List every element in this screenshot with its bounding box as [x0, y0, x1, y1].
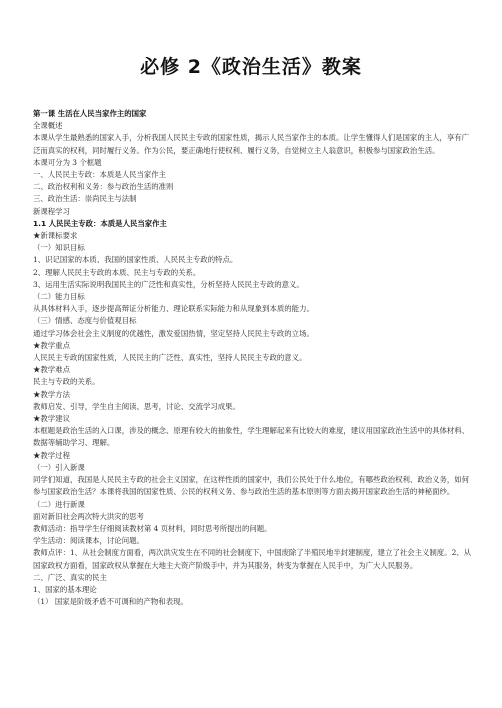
body-paragraph: （一）知识目标 [33, 243, 85, 253]
body-paragraph: 通过学习体会社会主义制度的优越性，激发爱国热情，坚定坚持人民民主专政的立场。 [33, 328, 314, 338]
body-paragraph: （一）引入新课 [33, 462, 85, 472]
body-paragraph: 3、运用生活实际说明我国民主的广泛性和真实性，分析坚持人民民主专政的意义。 [33, 279, 304, 289]
body-paragraph: 同学们知道，我国是人民民主专政的社会主义国家，在这样性质的国家中，我们公民处于什么地位，有哪些政治权利、政治义务，如何参与国家政治生活？本课将我国的国家性质、公民的权利义务、参与政治生活的基本原则等方面去揭开国家政治生活的神秘面纱。 [33, 475, 470, 497]
body-paragraph: 1、国家的基本理论 [33, 584, 97, 594]
body-paragraph: ★教学方法 [33, 389, 70, 399]
body-paragraph: 新课程学习 [33, 206, 70, 216]
document-body [33, 108, 473, 608]
body-paragraph: （1） 国家是阶级矛盾不可调和的产物和表现。 [33, 597, 188, 607]
body-paragraph: ★教学难点 [33, 365, 70, 375]
body-paragraph: 面对新旧社会两次特大洪灾的思考 [33, 511, 144, 521]
body-paragraph: 民主与专政的关系。 [33, 377, 100, 387]
body-paragraph: ★教学过程 [33, 450, 70, 460]
document-title: 必修 2《政治生活》教案 [140, 56, 362, 78]
body-paragraph: 全课概述 [33, 121, 63, 131]
body-paragraph: 教师活动：指导学生仔细阅读教材第 4 页材料，同时思考所提出的问题。 [33, 523, 272, 533]
body-paragraph: 学生活动：阅读课本，讨论问题。 [33, 536, 144, 546]
body-paragraph: 本课从学生最熟悉的国家入手，分析我国人民民主专政的国家性质，揭示人民当家作主的本质。让学生懂得人们是国家的主人，享有广泛而真实的权利，同时履行义务。作为公民，要正确地行使权利、履行义务，自觉树立主人翁意识，积极参与国家政治生活。 [33, 133, 470, 155]
body-paragraph: 本课可分为 3 个框题 [33, 157, 102, 167]
body-paragraph: 一、人民民主专政：本质是人民当家作主 [33, 170, 167, 180]
body-paragraph: 2、理解人民民主专政的本质、民主与专政的关系。 [33, 267, 201, 277]
body-paragraph: 二、政治权利和义务：参与政治生活的准则 [33, 182, 174, 192]
body-paragraph: （二）能力目标 [33, 292, 85, 302]
section-heading: 第一课 生活在人民当家作主的国家 [33, 109, 147, 118]
body-paragraph: （三）情感、态度与价值观目标 [33, 316, 137, 326]
section-heading: 1.1 人民民主专政：本质是人民当家作主 [33, 218, 167, 228]
body-paragraph: 二、广泛、真实的民主 [33, 572, 107, 582]
body-paragraph: 教师启发、引导，学生自主阅读、思考，讨论、交流学习成果。 [33, 401, 240, 411]
body-paragraph: 三、政治生活：崇尚民主与法制 [33, 194, 137, 204]
body-paragraph: 本框题是政治生活的入口课，涉及的概念、原理有较大的抽象性，学生理解起来有比较大的难度，建议用国家政治生活中的具体材料、数据等辅助学习、理解。 [33, 426, 470, 448]
body-paragraph: 从具体材料入手，逐步提高辩证分析能力、理论联系实际能力和从现象到本质的能力。 [33, 304, 314, 314]
body-paragraph: ★新课标要求 [33, 231, 78, 241]
body-paragraph: ★教学重点 [33, 340, 70, 350]
body-paragraph: （二）进行新课 [33, 499, 85, 509]
body-paragraph: 1、识记国家的本质、我国的国家性质、人民民主专政的特点。 [33, 255, 238, 265]
body-paragraph: 教师点评：1、从社会制度方面看，两次洪灾发生在不同的社会制度下，中国废除了半殖民地半封建制度，建立了社会主义制度。2、从国家政权方面看，国家政权从掌握在大地主大资产阶级手中，并为其服务，转变为掌握在人民手中，为广大人民服务。 [33, 548, 472, 570]
body-paragraph: 人民民主专政的国家性质，人民民主的广泛性、真实性，坚持人民民主专政的意义。 [33, 353, 307, 363]
body-paragraph: ★教学建议 [33, 414, 70, 424]
